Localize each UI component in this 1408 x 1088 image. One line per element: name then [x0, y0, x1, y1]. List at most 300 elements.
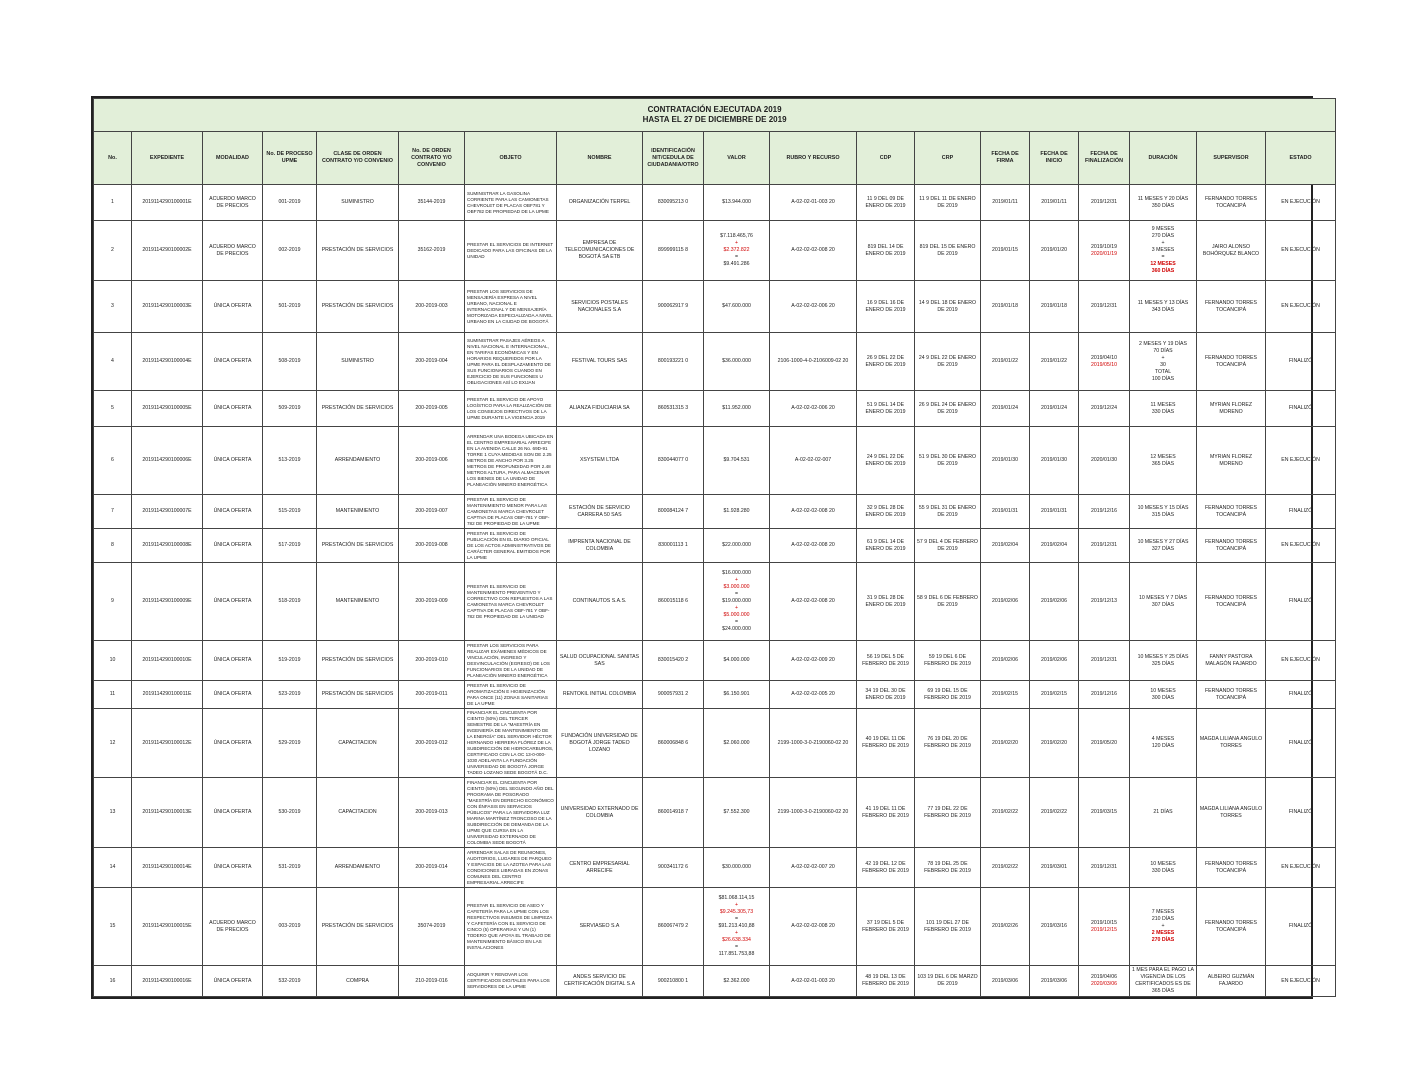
cdp-cell: 56 19 DEL 5 DE FEBRERO DE 2019: [857, 641, 915, 681]
objeto-cell: PRESTAR EL SERVICIO DE APOYO LOGÍSTICO PARA LA REALIZACIÓN DE LOS CONSEJOS DIRECTIVOS DE LA UPME DURANTE LA VIGENCIA 2019: [465, 391, 557, 427]
fecha-finalizacion-line: 2019/12/16: [1091, 508, 1117, 514]
valor-line: $4.000.000: [723, 657, 750, 663]
supervisor-cell: JAIRO ALONSO BOHÓRQUEZ BLANCO: [1197, 221, 1266, 281]
proceso-cell: 519-2019: [263, 641, 317, 681]
modalidad-cell: ACUERDO MARCO DE PRECIOS: [203, 221, 263, 281]
supervisor-cell: FERNANDO TORRES TOCANCIPÁ: [1197, 888, 1266, 966]
objeto-cell: PRESTAR EL SERVICIO DE MANTENIMIENTO PREVENTIVO Y CORRECTIVO CON REPUESTOS A LAS CAMIONETAS MARCA CHEVROLET CAPTIVA DE PLACAS OBF-781 Y OBF-782 DE PROPIEDAD DE LA UNIDAD: [465, 563, 557, 641]
crp-cell: 103 19 DEL 6 DE MARZO DE 2019: [915, 966, 981, 997]
table-row: [94, 966, 1336, 997]
proceso-cell: 513-2019: [263, 427, 317, 495]
estado-cell: EN EJECUCIÓN: [1266, 281, 1336, 333]
table-row: [94, 427, 1336, 495]
orden-cell: 200-2019-009: [399, 563, 465, 641]
cdp-cell: 37 19 DEL 5 DE FEBRERO DE 2019: [857, 888, 915, 966]
orden-cell: 200-2019-013: [399, 778, 465, 848]
column-header: FECHA DE FINALIZACIÓN: [1079, 132, 1130, 185]
table-row: [94, 681, 1336, 709]
valor-line: +: [734, 605, 739, 611]
valor-line: $30.000.000: [722, 864, 751, 870]
fecha-finalizacion-line: 2019/04/10: [1091, 354, 1117, 361]
row-number-cell: 3: [94, 281, 132, 333]
row-number-cell: 11: [94, 681, 132, 709]
crp-cell: 51 9 DEL 30 DE ENERO DE 2019: [915, 427, 981, 495]
fecha-finalizacion-cell: [1079, 185, 1130, 221]
expediente-cell: 2019114290100016E: [132, 966, 203, 997]
column-header: RUBRO Y RECURSO: [770, 132, 857, 185]
expediente-cell: 2019114290100013E: [132, 778, 203, 848]
rubro-cell: A-02-02-02-005 20: [770, 681, 857, 709]
supervisor-cell: FERNANDO TORRES TOCANCIPÁ: [1197, 495, 1266, 529]
identificacion-cell: 900057931 2: [643, 681, 704, 709]
nombre-cell: ANDES SERVICIO DE CERTIFICACIÓN DIGITAL S.A: [557, 966, 643, 997]
proceso-cell: 531-2019: [263, 848, 317, 888]
table-row: [94, 221, 1336, 281]
fecha-inicio-cell: 2019/03/01: [1030, 848, 1079, 888]
fecha-firma-cell: 2019/02/04: [981, 529, 1030, 563]
row-number-cell: 13: [94, 778, 132, 848]
nombre-cell: FUNDACIÓN UNIVERSIDAD DE BOGOTÁ JORGE TADEO LOZANO: [557, 709, 643, 778]
fecha-firma-cell: 2019/01/24: [981, 391, 1030, 427]
valor-line: $81.068.114,15: [718, 895, 755, 901]
orden-cell: 200-2019-012: [399, 709, 465, 778]
clase-cell: ARRENDAMIENTO: [317, 848, 399, 888]
rubro-cell: A-02-02-02-008 20: [770, 888, 857, 966]
nombre-cell: ALIANZA FIDUCIARIA SA: [557, 391, 643, 427]
duracion-cell: [1130, 333, 1197, 391]
fecha-finalizacion-cell: [1079, 888, 1130, 966]
duracion-line: +: [1161, 240, 1165, 246]
fecha-inicio-cell: 2019/01/11: [1030, 185, 1079, 221]
duracion-line: 10 MESES Y 7 DÍAS: [1139, 594, 1187, 601]
crp-cell: 14 9 DEL 18 DE ENERO DE 2019: [915, 281, 981, 333]
column-header: NOMBRE: [557, 132, 643, 185]
orden-cell: 200-2019-005: [399, 391, 465, 427]
expediente-cell: 2019114290100009E: [132, 563, 203, 641]
supervisor-cell: MAGDA LILIANA ANGULO TORRES: [1197, 709, 1266, 778]
crp-cell: 11 9 DEL 11 DE ENERO DE 2019: [915, 185, 981, 221]
modalidad-cell: ÚNICA OFERTA: [203, 778, 263, 848]
duracion-line: TOTAL: [1154, 368, 1172, 375]
fecha-finalizacion-line: 2019/12/13: [1091, 598, 1117, 604]
fecha-finalizacion-line: 2019/12/24: [1091, 405, 1117, 411]
proceso-cell: 530-2019: [263, 778, 317, 848]
rubro-cell: A-02-02-02-009 20: [770, 641, 857, 681]
objeto-cell: PRESTAR EL SERVICIO DE ASEO Y CAFETERÍA PARA LA UPME CON LOS RESPECTIVOS INSUMOS DE LIMPIEZA Y CAFETERÍA CON EL SERVICIO DE CINCO (5) OPERARIAS Y UN (1) TODERO QUE APOYA EL TRABAJO DE MANTENIMIENTO BÁSICO EN LAS INSTALACIONES: [465, 888, 557, 966]
clase-cell: PRESTACIÓN DE SERVICIOS: [317, 888, 399, 966]
supervisor-cell: FERNANDO TORRES TOCANCIPÁ: [1197, 333, 1266, 391]
fecha-inicio-cell: 2019/01/18: [1030, 281, 1079, 333]
clase-cell: SUMINISTRO: [317, 185, 399, 221]
column-header: No.: [94, 132, 132, 185]
objeto-cell: PRESTAR EL SERVICIOS DE INTERNET DEDICADO PARA LAS OFICINAS DE LA UNIDAD: [465, 221, 557, 281]
crp-cell: 57 9 DEL 4 DE FEBRERO DE 2019: [915, 529, 981, 563]
duracion-line: 2 MESES Y 19 DÍAS: [1139, 340, 1187, 347]
duracion-line: 210 DÍAS: [1151, 916, 1175, 922]
expediente-cell: 2019114290100012E: [132, 709, 203, 778]
duracion-line: +: [1161, 923, 1165, 929]
row-number-cell: 8: [94, 529, 132, 563]
duracion-line: 21 DÍAS: [1153, 809, 1173, 815]
clase-cell: PRESTACIÓN DE SERVICIOS: [317, 391, 399, 427]
fecha-inicio-cell: 2019/01/24: [1030, 391, 1079, 427]
supervisor-cell: FERNANDO TORRES TOCANCIPÁ: [1197, 529, 1266, 563]
fecha-finalizacion-line: 2019/10/15: [1091, 919, 1117, 926]
fecha-finalizacion-line: 2019/12/31: [1091, 303, 1117, 309]
cdp-cell: 32 9 DEL 28 DE ENERO DE 2019: [857, 495, 915, 529]
rubro-cell: A-02-02-02-008 20: [770, 495, 857, 529]
fecha-firma-cell: 2019/02/20: [981, 709, 1030, 778]
duracion-line: 300 DÍAS: [1151, 694, 1175, 701]
nombre-cell: RENTOKIL INITIAL COLOMBIA: [557, 681, 643, 709]
fecha-finalizacion-cell: [1079, 709, 1130, 778]
supervisor-cell: MYRIAN FLOREZ MORENO: [1197, 391, 1266, 427]
duracion-line: 10 MESES Y 27 DÍAS: [1137, 538, 1189, 545]
expediente-cell: 2019114290100014E: [132, 848, 203, 888]
objeto-cell: PRESTAR EL SERVICIO DE AROMATIZACIÓN E HIGIENIZACIÓN PARA ONCE (11) ZONAS SANITARIAS DE LA UPME: [465, 681, 557, 709]
identificacion-cell: 860006848 6: [643, 709, 704, 778]
fecha-finalizacion-line: 2020/01/30: [1091, 457, 1117, 463]
column-header: ESTADO: [1266, 132, 1336, 185]
modalidad-cell: ÚNICA OFERTA: [203, 966, 263, 997]
supervisor-cell: ALBEIRO GUZMÁN FAJARDO: [1197, 966, 1266, 997]
table-row: [94, 281, 1336, 333]
fecha-finalizacion-cell: [1079, 529, 1130, 563]
valor-line: $26.638.334: [722, 937, 751, 943]
contracts-sheet: [91, 96, 1320, 999]
valor-line: $13.944.000: [722, 199, 751, 205]
valor-cell: [704, 888, 770, 966]
fecha-firma-cell: 2019/03/06: [981, 966, 1030, 997]
fecha-firma-cell: 2019/01/15: [981, 221, 1030, 281]
estado-cell: FINALIZÓ: [1266, 681, 1336, 709]
estado-cell: FINALIZÓ: [1266, 495, 1336, 529]
clase-cell: COMPRA: [317, 966, 399, 997]
column-header: CDP: [857, 132, 915, 185]
fecha-inicio-cell: 2019/01/30: [1030, 427, 1079, 495]
modalidad-cell: ÚNICA OFERTA: [203, 709, 263, 778]
fecha-finalizacion-cell: [1079, 495, 1130, 529]
duracion-line: 350 DÍAS: [1151, 202, 1175, 209]
valor-line: =: [734, 944, 739, 950]
duracion-line: 2 MESES: [1151, 930, 1175, 936]
identificacion-cell: 900341172 6: [643, 848, 704, 888]
proceso-cell: 517-2019: [263, 529, 317, 563]
nombre-cell: ESTACIÓN DE SERVICIO CARRERA 50 SAS: [557, 495, 643, 529]
crp-cell: 76 19 DEL 20 DE FEBRERO DE 2019: [915, 709, 981, 778]
crp-cell: 58 9 DEL 6 DE FEBRERO DE 2019: [915, 563, 981, 641]
objeto-cell: ARRENDAR SALAS DE REUNIONES, AUDITORIOS, LUGARES DE PARQUEO Y ESPACIOS DE LA AZOTEA PARA LAS CONDICIONES LIBRADAS EN ZONAS COMUNES DEL CENTRO EMPRESARIAL ARRECIFE: [465, 848, 557, 888]
objeto-cell: ADQUIRIR Y RENOVAR LOS CERTIFICADOS DIGITALES PARA LOS SERVIDORES DE LA UPME: [465, 966, 557, 997]
duracion-cell: [1130, 709, 1197, 778]
fecha-finalizacion-cell: [1079, 641, 1130, 681]
estado-cell: FINALIZÓ: [1266, 888, 1336, 966]
valor-cell: [704, 427, 770, 495]
identificacion-cell: 800084124 7: [643, 495, 704, 529]
cdp-cell: 34 19 DEL 30 DE ENERO DE 2019: [857, 681, 915, 709]
column-header: VALOR: [704, 132, 770, 185]
nombre-cell: SERVICIOS POSTALES NACIONALES S.A: [557, 281, 643, 333]
duracion-line: 330 DÍAS: [1151, 408, 1175, 415]
fecha-finalizacion-cell: [1079, 391, 1130, 427]
crp-cell: 819 DEL 15 DE ENERO DE 2019: [915, 221, 981, 281]
objeto-cell: PRESTAR EL SERVICIO DE MANTENIMIENTO MENOR PARA LAS CAMIONETAS MARCA CHEVROLET CAPTIVA DE PLACAS OBF-781 Y OBF-782 DE PROPIEDAD DE LA UPME: [465, 495, 557, 529]
clase-cell: PRESTACIÓN DE SERVICIOS: [317, 681, 399, 709]
column-header: FECHA DE INICIO: [1030, 132, 1079, 185]
fecha-finalizacion-line: 2019/10/19: [1091, 243, 1117, 250]
proceso-cell: 001-2019: [263, 185, 317, 221]
row-number-cell: 5: [94, 391, 132, 427]
row-number-cell: 7: [94, 495, 132, 529]
modalidad-cell: ÚNICA OFERTA: [203, 563, 263, 641]
identificacion-cell: 830044077 0: [643, 427, 704, 495]
fecha-firma-cell: 2019/01/11: [981, 185, 1030, 221]
fecha-firma-cell: 2019/01/18: [981, 281, 1030, 333]
duracion-line: 10 MESES: [1150, 860, 1176, 867]
duracion-cell: [1130, 848, 1197, 888]
modalidad-cell: ÚNICA OFERTA: [203, 495, 263, 529]
modalidad-cell: ÚNICA OFERTA: [203, 529, 263, 563]
fecha-finalizacion-cell: [1079, 221, 1130, 281]
fecha-finalizacion-line: 2019/12/31: [1091, 542, 1117, 548]
supervisor-cell: FERNANDO TORRES TOCANCIPÁ: [1197, 185, 1266, 221]
row-number-cell: 16: [94, 966, 132, 997]
duracion-cell: [1130, 281, 1197, 333]
duracion-line: 270 DÍAS: [1151, 233, 1175, 239]
estado-cell: FINALIZÓ: [1266, 778, 1336, 848]
duracion-cell: [1130, 641, 1197, 681]
rubro-cell: 2199-1000-3-0-2190060-02 20: [770, 778, 857, 848]
orden-cell: 200-2019-003: [399, 281, 465, 333]
duracion-line: 330 DÍAS: [1151, 867, 1175, 874]
supervisor-cell: FERNANDO TORRES TOCANCIPÁ: [1197, 563, 1266, 641]
valor-line: $22.000.000: [722, 542, 751, 548]
cdp-cell: 41 19 DEL 11 DE FEBRERO DE 2019: [857, 778, 915, 848]
expediente-cell: 2019114290100006E: [132, 427, 203, 495]
identificacion-cell: 830001113 1: [643, 529, 704, 563]
duracion-line: 270 DÍAS: [1151, 937, 1175, 943]
nombre-cell: SERVIASEO S.A: [557, 888, 643, 966]
estado-cell: EN EJECUCIÓN: [1266, 848, 1336, 888]
objeto-cell: SUMINISTRAR LA GASOLINA CORRIENTE PARA LAS CAMIONETAS CHEVROLET DE PLACAS OBF781 Y OBF782 DE PROPIEDAD DE LA UPME: [465, 185, 557, 221]
table-row: [94, 563, 1336, 641]
duracion-cell: [1130, 529, 1197, 563]
duracion-cell: [1130, 495, 1197, 529]
orden-cell: 35144-2019: [399, 185, 465, 221]
supervisor-cell: FERNANDO TORRES TOCANCIPÁ: [1197, 681, 1266, 709]
column-header: No. DE ORDEN CONTRATO Y/O CONVENIO: [399, 132, 465, 185]
crp-cell: 55 9 DEL 31 DE ENERO DE 2019: [915, 495, 981, 529]
cdp-cell: 24 9 DEL 22 DE ENERO DE 2019: [857, 427, 915, 495]
valor-line: $7.118.465,76: [720, 233, 753, 239]
identificacion-cell: 860531315 3: [643, 391, 704, 427]
clase-cell: PRESTACIÓN DE SERVICIOS: [317, 529, 399, 563]
orden-cell: 200-2019-010: [399, 641, 465, 681]
estado-cell: FINALIZÓ: [1266, 333, 1336, 391]
orden-cell: 200-2019-007: [399, 495, 465, 529]
valor-line: $1.928.280: [723, 508, 750, 514]
valor-line: $91.213.410,88: [718, 923, 755, 929]
valor-line: $3.000.000: [723, 584, 750, 590]
proceso-cell: 509-2019: [263, 391, 317, 427]
valor-cell: [704, 681, 770, 709]
fecha-finalizacion-cell: [1079, 427, 1130, 495]
estado-cell: EN EJECUCIÓN: [1266, 641, 1336, 681]
orden-cell: 35162-2019: [399, 221, 465, 281]
estado-cell: EN EJECUCIÓN: [1266, 221, 1336, 281]
duracion-line: 7 MESES: [1151, 909, 1175, 915]
valor-cell: [704, 185, 770, 221]
fecha-finalizacion-cell: [1079, 681, 1130, 709]
clase-cell: ARRENDAMIENTO: [317, 427, 399, 495]
row-number-cell: 9: [94, 563, 132, 641]
duracion-line: 12 MESES: [1150, 261, 1176, 267]
fecha-inicio-cell: 2019/02/20: [1030, 709, 1079, 778]
fecha-inicio-cell: 2019/03/16: [1030, 888, 1079, 966]
duracion-line: 10 MESES Y 15 DÍAS: [1137, 504, 1189, 511]
sheet-title: [94, 99, 1336, 132]
estado-cell: FINALIZÓ: [1266, 709, 1336, 778]
valor-line: =: [734, 254, 739, 260]
table-row: [94, 641, 1336, 681]
duracion-line: 343 DÍAS: [1151, 306, 1175, 313]
modalidad-cell: ACUERDO MARCO DE PRECIOS: [203, 185, 263, 221]
fecha-finalizacion-line: 2019/04/06: [1091, 974, 1117, 980]
fecha-inicio-cell: 2019/02/15: [1030, 681, 1079, 709]
duracion-line: 70 DÍAS: [1153, 347, 1173, 354]
objeto-cell: PRESTAR EL SERVICIO DE PUBLICACIÓN EN EL DIARIO OFICIAL DE LOS ACTOS ADMINISTRATIVOS DE CARÁCTER GENERAL EMITIDOS POR LA UPME: [465, 529, 557, 563]
fecha-finalizacion-cell: [1079, 563, 1130, 641]
proceso-cell: 003-2019: [263, 888, 317, 966]
valor-cell: [704, 221, 770, 281]
identificacion-cell: 860014918 7: [643, 778, 704, 848]
duracion-line: 10 MESES Y 25 DÍAS: [1137, 653, 1189, 660]
duracion-cell: [1130, 221, 1197, 281]
valor-line: $2.372.822: [723, 247, 750, 253]
column-header: IDENTIFICACIÓN NIT/CEDULA DE CIUDADANIA/OTRO: [643, 132, 704, 185]
fecha-finalizacion-line: 2020/01/19: [1091, 250, 1117, 257]
valor-line: $9.704.531: [723, 457, 750, 463]
orden-cell: 210-2019-016: [399, 966, 465, 997]
duracion-cell: [1130, 563, 1197, 641]
identificacion-cell: 860067479 2: [643, 888, 704, 966]
expediente-cell: 2019114290100007E: [132, 495, 203, 529]
valor-line: =: [734, 916, 739, 922]
fecha-firma-cell: 2019/02/26: [981, 888, 1030, 966]
expediente-cell: 2019114290100005E: [132, 391, 203, 427]
valor-line: $19.000.000: [722, 598, 751, 604]
orden-cell: 200-2019-006: [399, 427, 465, 495]
modalidad-cell: ÚNICA OFERTA: [203, 427, 263, 495]
fecha-firma-cell: 2019/01/31: [981, 495, 1030, 529]
clase-cell: MANTENIMIENTO: [317, 563, 399, 641]
valor-line: $9.245.305,73: [719, 909, 754, 915]
cdp-cell: 31 9 DEL 28 DE ENERO DE 2019: [857, 563, 915, 641]
identificacion-cell: 900210800 1: [643, 966, 704, 997]
proceso-cell: 518-2019: [263, 563, 317, 641]
nombre-cell: CONTINAUTOS S.A.S.: [557, 563, 643, 641]
row-number-cell: 2: [94, 221, 132, 281]
column-header: No. DE PROCESO UPME: [263, 132, 317, 185]
identificacion-cell: 800193221 0: [643, 333, 704, 391]
supervisor-cell: MYRIAN FLOREZ MORENO: [1197, 427, 1266, 495]
valor-cell: [704, 333, 770, 391]
fecha-firma-cell: 2019/02/06: [981, 563, 1030, 641]
table-row: [94, 391, 1336, 427]
supervisor-cell: FANNY PASTORA MALAGÓN FAJARDO: [1197, 641, 1266, 681]
valor-line: $11.952.000: [722, 405, 751, 411]
column-header: DURACIÓN: [1130, 132, 1197, 185]
rubro-cell: A-02-02-02-008 20: [770, 529, 857, 563]
table-row: [94, 778, 1336, 848]
nombre-cell: UNIVERSIDAD EXTERNADO DE COLOMBIA: [557, 778, 643, 848]
identificacion-cell: 830015420 2: [643, 641, 704, 681]
column-header: EXPEDIENTE: [132, 132, 203, 185]
crp-cell: 77 19 DEL 22 DE FEBRERO DE 2019: [915, 778, 981, 848]
duracion-line: +: [1161, 354, 1165, 361]
clase-cell: PRESTACIÓN DE SERVICIOS: [317, 221, 399, 281]
valor-line: +: [734, 902, 739, 908]
identificacion-cell: 900062917 9: [643, 281, 704, 333]
duracion-line: 11 MESES Y 20 DÍAS: [1137, 195, 1189, 202]
cdp-cell: 42 19 DEL 12 DE FEBRERO DE 2019: [857, 848, 915, 888]
estado-cell: FINALIZÓ: [1266, 391, 1336, 427]
duracion-line: 9 MESES: [1151, 226, 1175, 232]
valor-cell: [704, 391, 770, 427]
duracion-cell: [1130, 391, 1197, 427]
fecha-finalizacion-line: 2019/03/15: [1091, 809, 1117, 815]
duracion-line: 120 DÍAS: [1151, 743, 1175, 749]
clase-cell: SUMINISTRO: [317, 333, 399, 391]
modalidad-cell: ACUERDO MARCO DE PRECIOS: [203, 888, 263, 966]
valor-cell: [704, 966, 770, 997]
objeto-cell: FINANCIAR EL CINCUENTA POR CIENTO (50%) DEL SEGUNDO AÑO DEL PROGRAMA DE POSGRADO "MAESTRÍA EN DERECHO ECONÓMICO CON ÉNFASIS EN SERVICIOS PÚBLICOS" PARA LA SERVIDORA LUZ MARINA MARTÍNEZ TRONCOSO DE LA SUBDIRECCIÓN DE DEMANDA DE LA UPME QUE CURSA EN LA UNIVERSIDAD EXTERNADO DE COLOMBIA SEDE BOGOTÁ: [465, 778, 557, 848]
fecha-finalizacion-line: 2019/05/10: [1091, 361, 1117, 368]
nombre-cell: FESTIVAL TOURS SAS: [557, 333, 643, 391]
expediente-cell: 2019114290100015E: [132, 888, 203, 966]
supervisor-cell: FERNANDO TORRES TOCANCIPÁ: [1197, 281, 1266, 333]
duracion-cell: [1130, 778, 1197, 848]
proceso-cell: 002-2019: [263, 221, 317, 281]
fecha-finalizacion-line: 2019/05/20: [1091, 739, 1117, 746]
duracion-line: 307 DÍAS: [1151, 601, 1175, 608]
fecha-inicio-cell: 2019/01/20: [1030, 221, 1079, 281]
orden-cell: 200-2019-004: [399, 333, 465, 391]
rubro-cell: 2106-1000-4-0-2106009-02 20: [770, 333, 857, 391]
valor-line: $2.060.000: [723, 739, 750, 746]
table-body: [94, 185, 1336, 997]
fecha-finalizacion-cell: [1079, 966, 1130, 997]
orden-cell: 200-2019-014: [399, 848, 465, 888]
crp-cell: 24 9 DEL 22 DE ENERO DE 2019: [915, 333, 981, 391]
nombre-cell: ORGANIZACIÓN TERPEL: [557, 185, 643, 221]
clase-cell: CAPACITACION: [317, 709, 399, 778]
clase-cell: MANTENIMIENTO: [317, 495, 399, 529]
expediente-cell: 2019114290100011E: [132, 681, 203, 709]
nombre-cell: CENTRO EMPRESARIAL ARRECIFE: [557, 848, 643, 888]
valor-cell: [704, 778, 770, 848]
fecha-firma-cell: 2019/02/22: [981, 848, 1030, 888]
column-header: OBJETO: [465, 132, 557, 185]
proceso-cell: 532-2019: [263, 966, 317, 997]
crp-cell: 69 19 DEL 15 DE FEBRERO DE 2019: [915, 681, 981, 709]
objeto-cell: PRESTAR LOS SERVICIOS PARA REALIZAR EXÁMENES MÉDICOS DE VINCULACIÓN, INGRESO Y DESVINCULACIÓN (EGRESO) DE LOS FUNCIONARIOS DE LA UNIDAD DE PLANEACIÓN MINERO ENERGÉTICA: [465, 641, 557, 681]
column-header: CRP: [915, 132, 981, 185]
crp-cell: 101 19 DEL 27 DE FEBRERO DE 2019: [915, 888, 981, 966]
duracion-cell: [1130, 185, 1197, 221]
orden-cell: 200-2019-011: [399, 681, 465, 709]
duracion-cell: [1130, 427, 1197, 495]
